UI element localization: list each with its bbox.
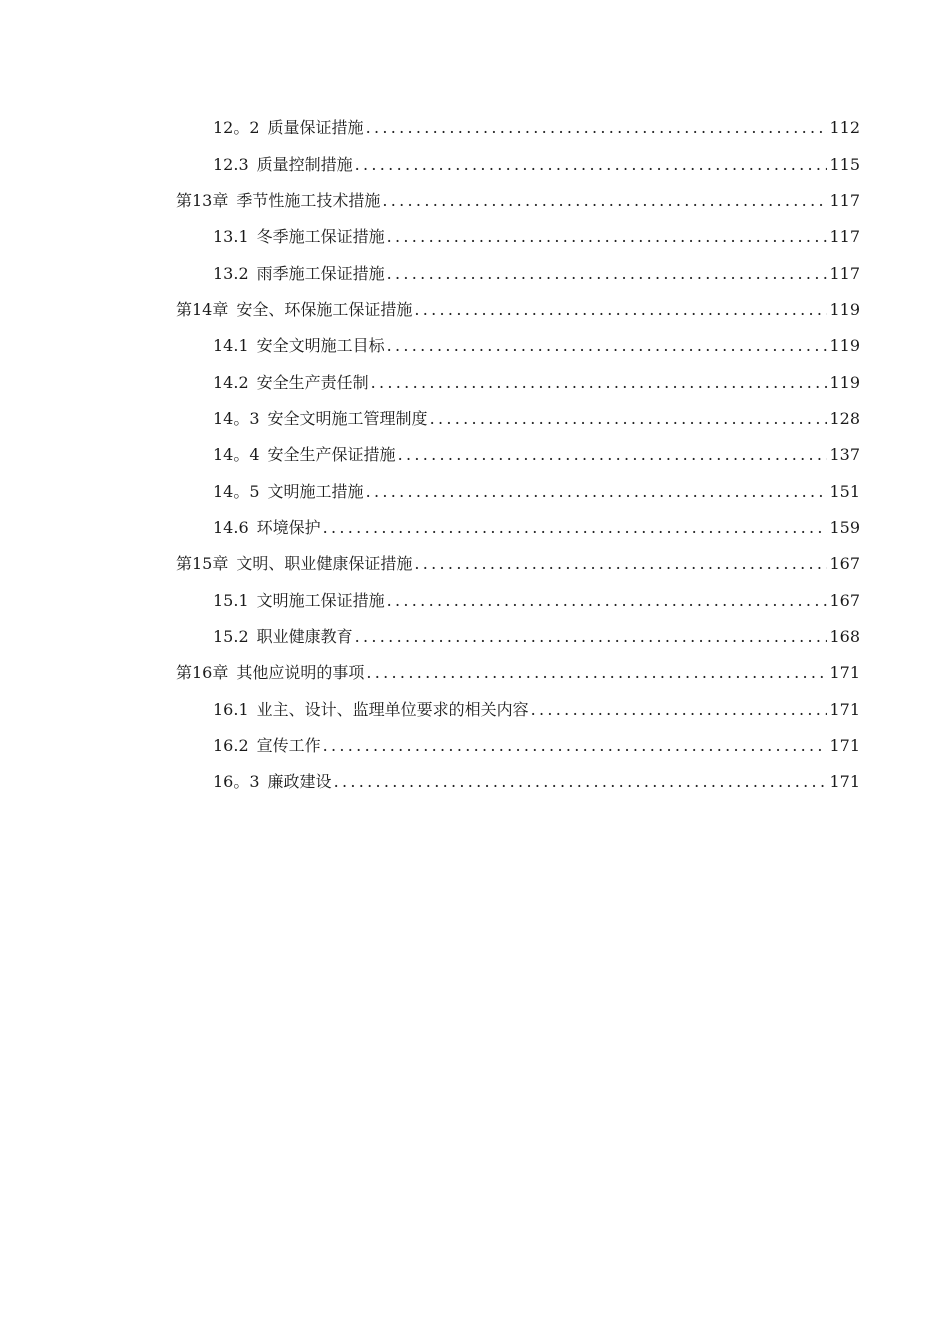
- toc-chapter-number: 第14章: [176, 299, 229, 319]
- toc-entry-number: 14.2: [213, 372, 249, 392]
- toc-page-number: 151: [829, 481, 860, 501]
- toc-entry-15-1[interactable]: [176, 582, 860, 618]
- toc-entry-title: 安全文明施工管理制度: [267, 408, 428, 428]
- toc-dot-leader: [323, 736, 828, 756]
- toc-dot-leader: [531, 700, 828, 720]
- toc-page-number: 117: [829, 227, 860, 247]
- toc-dot-leader: [382, 191, 827, 211]
- toc-chapter-number: 第15章: [176, 554, 229, 574]
- toc-page-number: 171: [829, 736, 860, 756]
- toc-chapter-title: 安全、环保施工保证措施: [236, 299, 413, 319]
- toc-dot-leader: [366, 482, 828, 502]
- toc-entry-title: 文明施工保证措施: [256, 590, 385, 610]
- toc-chapter-number: 第16章: [176, 663, 229, 683]
- toc-page-number: 117: [829, 263, 860, 283]
- toc-entry-13-2[interactable]: [176, 255, 860, 291]
- toc-dot-leader: [366, 118, 828, 138]
- toc-entry-number: 13.1: [213, 227, 249, 247]
- toc-page-number: 119: [829, 336, 860, 356]
- toc-chapter-title: 文明、职业健康保证措施: [236, 554, 413, 574]
- toc-dot-leader: [387, 591, 828, 611]
- toc-chapter-title: 季节性施工技术措施: [236, 190, 381, 210]
- toc-dot-leader: [387, 264, 828, 284]
- toc-entry-number: 14。5: [213, 481, 260, 501]
- toc-dot-leader: [334, 772, 828, 792]
- toc-dot-leader: [387, 227, 828, 247]
- toc-entry-number: 14。4: [213, 445, 260, 465]
- toc-entry-16-1[interactable]: [176, 692, 860, 728]
- toc-dot-leader: [366, 663, 827, 683]
- toc-dot-leader: [398, 445, 828, 465]
- toc-entry-number: 16。3: [213, 772, 260, 792]
- toc-entry-number: 12。2: [213, 118, 260, 138]
- toc-page-number: 168: [829, 626, 860, 646]
- toc-dot-leader: [371, 373, 828, 393]
- toc-entry-16-3[interactable]: [176, 764, 860, 800]
- toc-entry-number: 16.2: [213, 736, 249, 756]
- toc-dot-leader: [414, 300, 827, 320]
- toc-entry-title: 文明施工措施: [267, 481, 364, 501]
- toc-chapter-title: 其他应说明的事项: [236, 663, 365, 683]
- toc-entry-number: 15.1: [213, 590, 249, 610]
- toc-dot-leader: [323, 518, 828, 538]
- toc-chapter-number: 第13章: [176, 190, 229, 210]
- toc-entry-14-2[interactable]: [176, 364, 860, 400]
- toc-dot-leader: [414, 554, 827, 574]
- toc-entry-14-6[interactable]: [176, 510, 860, 546]
- toc-entry-14-5[interactable]: [176, 473, 860, 509]
- toc-page-number: 171: [829, 772, 860, 792]
- toc-page-number: 159: [829, 517, 860, 537]
- toc-page-number: 117: [829, 190, 860, 210]
- toc-entry-12-3[interactable]: [176, 146, 860, 182]
- toc-entry-12-2[interactable]: [176, 110, 860, 146]
- toc-page-number: 171: [829, 699, 860, 719]
- toc-entry-title: 业主、设计、监理单位要求的相关内容: [256, 699, 529, 719]
- toc-dot-leader: [355, 627, 828, 647]
- table-of-contents: [176, 110, 860, 801]
- toc-entry-14-1[interactable]: [176, 328, 860, 364]
- toc-dot-leader: [430, 409, 828, 429]
- toc-chapter-16[interactable]: [176, 655, 860, 691]
- toc-entry-title: 质量保证措施: [267, 118, 364, 138]
- toc-entry-number: 13.2: [213, 263, 249, 283]
- toc-entry-title: 质量控制措施: [256, 154, 353, 174]
- toc-entry-number: 14。3: [213, 408, 260, 428]
- toc-page-number: 128: [829, 408, 860, 428]
- toc-entry-title: 职业健康教育: [256, 626, 353, 646]
- toc-entry-16-2[interactable]: [176, 728, 860, 764]
- toc-page-number: 171: [829, 663, 860, 683]
- toc-entry-15-2[interactable]: [176, 619, 860, 655]
- toc-entry-number: 16.1: [213, 699, 249, 719]
- toc-entry-number: 12.3: [213, 154, 249, 174]
- toc-dot-leader: [387, 336, 828, 356]
- toc-entry-title: 冬季施工保证措施: [256, 227, 385, 247]
- toc-entry-number: 15.2: [213, 626, 249, 646]
- toc-entry-14-3[interactable]: [176, 401, 860, 437]
- toc-entry-title: 安全生产责任制: [256, 372, 369, 392]
- toc-page-number: 112: [829, 118, 860, 138]
- toc-page-number: 115: [829, 154, 860, 174]
- toc-chapter-13[interactable]: [176, 183, 860, 219]
- toc-page-number: 119: [829, 299, 860, 319]
- toc-entry-14-4[interactable]: [176, 437, 860, 473]
- toc-entry-title: 安全生产保证措施: [267, 445, 396, 465]
- toc-entry-title: 宣传工作: [256, 736, 321, 756]
- toc-entry-title: 廉政建设: [267, 772, 332, 792]
- toc-entry-number: 14.6: [213, 517, 249, 537]
- toc-entry-title: 环境保护: [256, 517, 321, 537]
- toc-entry-title: 安全文明施工目标: [256, 336, 385, 356]
- toc-page-number: 119: [829, 372, 860, 392]
- toc-page-number: 167: [829, 590, 860, 610]
- toc-page-number: 167: [829, 554, 860, 574]
- toc-entry-number: 14.1: [213, 336, 249, 356]
- toc-entry-13-1[interactable]: [176, 219, 860, 255]
- toc-entry-title: 雨季施工保证措施: [256, 263, 385, 283]
- toc-dot-leader: [355, 155, 828, 175]
- toc-chapter-14[interactable]: [176, 292, 860, 328]
- toc-chapter-15[interactable]: [176, 546, 860, 582]
- toc-page-number: 137: [829, 445, 860, 465]
